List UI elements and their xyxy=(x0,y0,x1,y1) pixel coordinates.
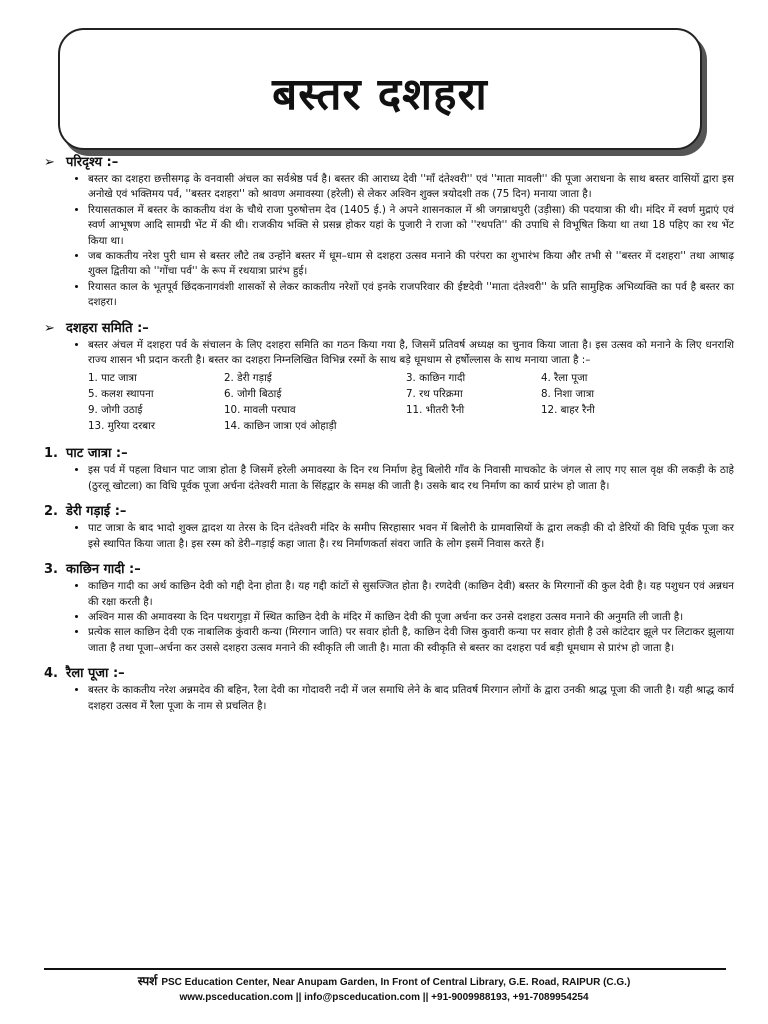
footer-contact: www.psceducation.com || info@psceducation.com || +91-9009988193, +91-7089954254 xyxy=(179,992,589,1003)
list-item: • अश्विन मास की अमावस्या के दिन पथरागुड़ा में स्थित काछिन देवी के मंदिर में काछिन देवी की पूजा अर्चना कर उनसे दशहरा उत्सव मनाने की अनुमति ली जाती है। xyxy=(88,610,734,625)
footer-divider xyxy=(44,968,726,970)
section-heading-deri-gadai: 2. डेरी गड़ाई :– xyxy=(44,504,127,520)
brand-logo: स्पर्श xyxy=(137,974,158,988)
ritual-item: 14. काछिन जात्रा एवं ओहाड़ी xyxy=(224,420,337,433)
list-item: • बस्तर अंचल में दशहरा पर्व के संचालन के लिए दशहरा समिति का गठन किया गया है, जिसमें प्रतिवर्ष अध्यक्ष का चुनाव किया जाता है। इस उत्सव को मनाने के लिए धनराशि राज्य शासन भी प्रदान करती है। बस्तर का दशहरा निम्नलिखित विभिन्न रस्मों के साथ बड़े धूमधाम से हर्षोल्लास के साथ मनाया जाता है :– xyxy=(88,338,734,369)
section-heading-kachhin-gadi: 3. काछिन गादी :– xyxy=(44,562,141,578)
list-item: • रियासतकाल में बस्तर के काकतीय वंश के चौथे राजा पुरुषोत्तम देव (1405 ई.) ने अपने शासनकाल में श्री जगन्नाथपुरी (उड़ीसा) की पदयात्रा की थी। मंदिर में स्वर्ण मुद्राएं एवं स्वर्ण आभूषण आदि सामग्री भेंट में की थी। राजकीय भक्ति से प्रसन्न होकर यहां के पुजारी ने राजा को ''रथपति'' की उपाधि से विभूषित किया था तथा 18 पहिए का रथ भेंट किया था। xyxy=(88,203,734,249)
kachhin-gadi-list xyxy=(44,579,734,656)
list-item: • बस्तर के काकतीय नरेश अन्नमदेव की बहिन, रैला देवी का गोदावरी नदी में जल समाधि लेने के बाद प्रतिवर्ष मिरगान लोगों के द्वारा उनकी श्राद्ध पूजा की जाती है। यही श्राद्ध कार्य दशहरा उत्सव में रैला पूजा के नाम से प्रचलित है। xyxy=(88,683,734,714)
page-title: बस्तर दशहरा xyxy=(272,69,488,120)
footer xyxy=(0,974,768,1005)
ritual-item: 8. निशा जात्रा xyxy=(541,388,595,401)
paat-jatra-list xyxy=(44,463,734,494)
section-heading-committee: ➢ दशहरा समिति :– xyxy=(44,320,149,336)
list-item: • पाट जात्रा के बाद भादो शुक्ल द्वादश या तेरस के दिन दंतेश्वरी मंदिर के समीप सिरहासार भवन में बिलोरी के ग्रामवासियों के द्वारा लकड़ी की दो डेरियों की विधि पूर्वक पूजा कर इसे स्थापित किया जाता है। इस रस्म को डेरी–गड़ाई कहा जाता है। रथ निर्माणकर्ता संवरा जाति के लोग इसमें निवास करते हैं। xyxy=(88,521,734,552)
ritual-item: 5. कलश स्थापना xyxy=(88,388,154,401)
title-box xyxy=(58,28,702,150)
ritual-item: 2. डेरी गड़ाई xyxy=(224,372,272,385)
section-heading-paat-jatra: 1. पाट जात्रा :– xyxy=(44,446,128,462)
overview-list xyxy=(44,172,734,311)
list-item: • प्रत्येक साल काछिन देवी एक नाबालिक कुंवारी कन्या (मिरगान जाति) पर सवार होती है, काछिन देवी जिस कुवारी कन्या पर सवार होती है उसे कांटेदार झूले पर लिटाकर झुलाया जाता है तथा पूजा–अर्चना कर उससे दशहरा उत्सव मनाने की स्वीकृति ली जाती है। माता की स्वीकृति से बस्तर का दशहरा पर्व बड़ी धूमधाम से प्रारंभ हो जाता है। xyxy=(88,625,734,656)
raila-puja-list xyxy=(44,683,734,714)
footer-address: PSC Education Center, Near Anupam Garden, In Front of Central Library, G.E. Road, RAIPUR (C.G.) xyxy=(161,977,631,988)
ritual-item: 3. काछिन गादी xyxy=(406,372,466,385)
committee-list xyxy=(44,338,734,369)
ritual-item: 10. मावली परघाव xyxy=(224,404,296,417)
ritual-item: 11. भीतरी रैनी xyxy=(406,404,465,417)
list-item: • जब काकतीय नरेश पुरी धाम से बस्तर लौटे तब उन्होंने बस्तर में धूम–धाम से दशहरा उत्सव मनाने की परंपरा का शुभारंभ किया और तभी से ''बस्तर में दशहरा'' तथा आषाढ़ शुक्ल द्वितीया को ''गोंचा पर्व'' के रूप में रथयात्रा प्रारंभ हुई। xyxy=(88,249,734,280)
list-item: • काछिन गादी का अर्थ काछिन देवी को गद्दी देना होता है। यह गद्दी कांटों से सुसज्जित होता है। रणदेवी (काछिन देवी) बस्तर के मिरगानों की कुल देवी है। यह पशुधन एवं अन्नधन की रक्षा करती है। xyxy=(88,579,734,610)
arrow-icon: ➢ xyxy=(44,155,55,170)
rituals-grid xyxy=(88,370,734,434)
ritual-item: 7. रथ परिक्रमा xyxy=(406,388,463,401)
section-heading-overview: ➢ परिदृश्य :– xyxy=(44,155,119,170)
list-item: • बस्तर का दशहरा छत्तीसगढ़ के वनवासी अंचल का सर्वश्रेष्ठ पर्व है। बस्तर की आराध्य देवी ''माँ दंतेश्वरी'' एवं ''माता मावली'' की पूजा अराधना के साथ बस्तर वासियों द्वारा इस अनोखे एवं भक्तिमय पर्व, ''बस्तर दशहरा'' को श्रावण अमावस्या (हरेली) से लेकर अश्विन शुक्ल त्रयोदशी तक (75 दिन) मनाया जाता है। xyxy=(88,172,734,203)
list-item: • रियासत काल के भूतपूर्व छिंदकनागवंशी शासकों से लेकर काकतीय नरेशों एवं इनके राजपरिवार की ईष्टदेवी ''माता दंतेश्वरी'' के प्रति सामुहिक अभिव्यक्ति का पर्व है बस्तर का दशहरा। xyxy=(88,280,734,311)
ritual-item: 6. जोगी बिठाई xyxy=(224,388,282,401)
ritual-item: 9. जोगी उठाई xyxy=(88,404,143,417)
arrow-icon: ➢ xyxy=(44,320,55,336)
deri-gadai-list xyxy=(44,521,734,552)
list-item: • इस पर्व में पहला विधान पाट जात्रा होता है जिसमें हरेली अमावस्या के दिन रथ निर्माण हेतु बिलोरी गाँव के निवासी माचकोट के जंगल से लाए गए साल वृक्ष की लकड़ी के ठाहे (ठुरलू खोटला) का विधि पूर्वक पूजा अर्चना दंतेश्वरी माता के सिंहद्वार के समक्ष की जाती है। उसके बाद रथ निर्माण का कार्य प्रारंभ हो जाता है। xyxy=(88,463,734,494)
document-body xyxy=(44,154,734,716)
ritual-item: 12. बाहर रैनी xyxy=(541,404,595,417)
ritual-item: 13. मुरिया दरबार xyxy=(88,420,156,433)
ritual-item: 4. रैला पूजा xyxy=(541,372,588,385)
ritual-item: 1. पाट जात्रा xyxy=(88,372,137,385)
footer-address-line xyxy=(0,974,768,990)
section-heading-raila-puja: 4. रैला पूजा :– xyxy=(44,666,125,682)
